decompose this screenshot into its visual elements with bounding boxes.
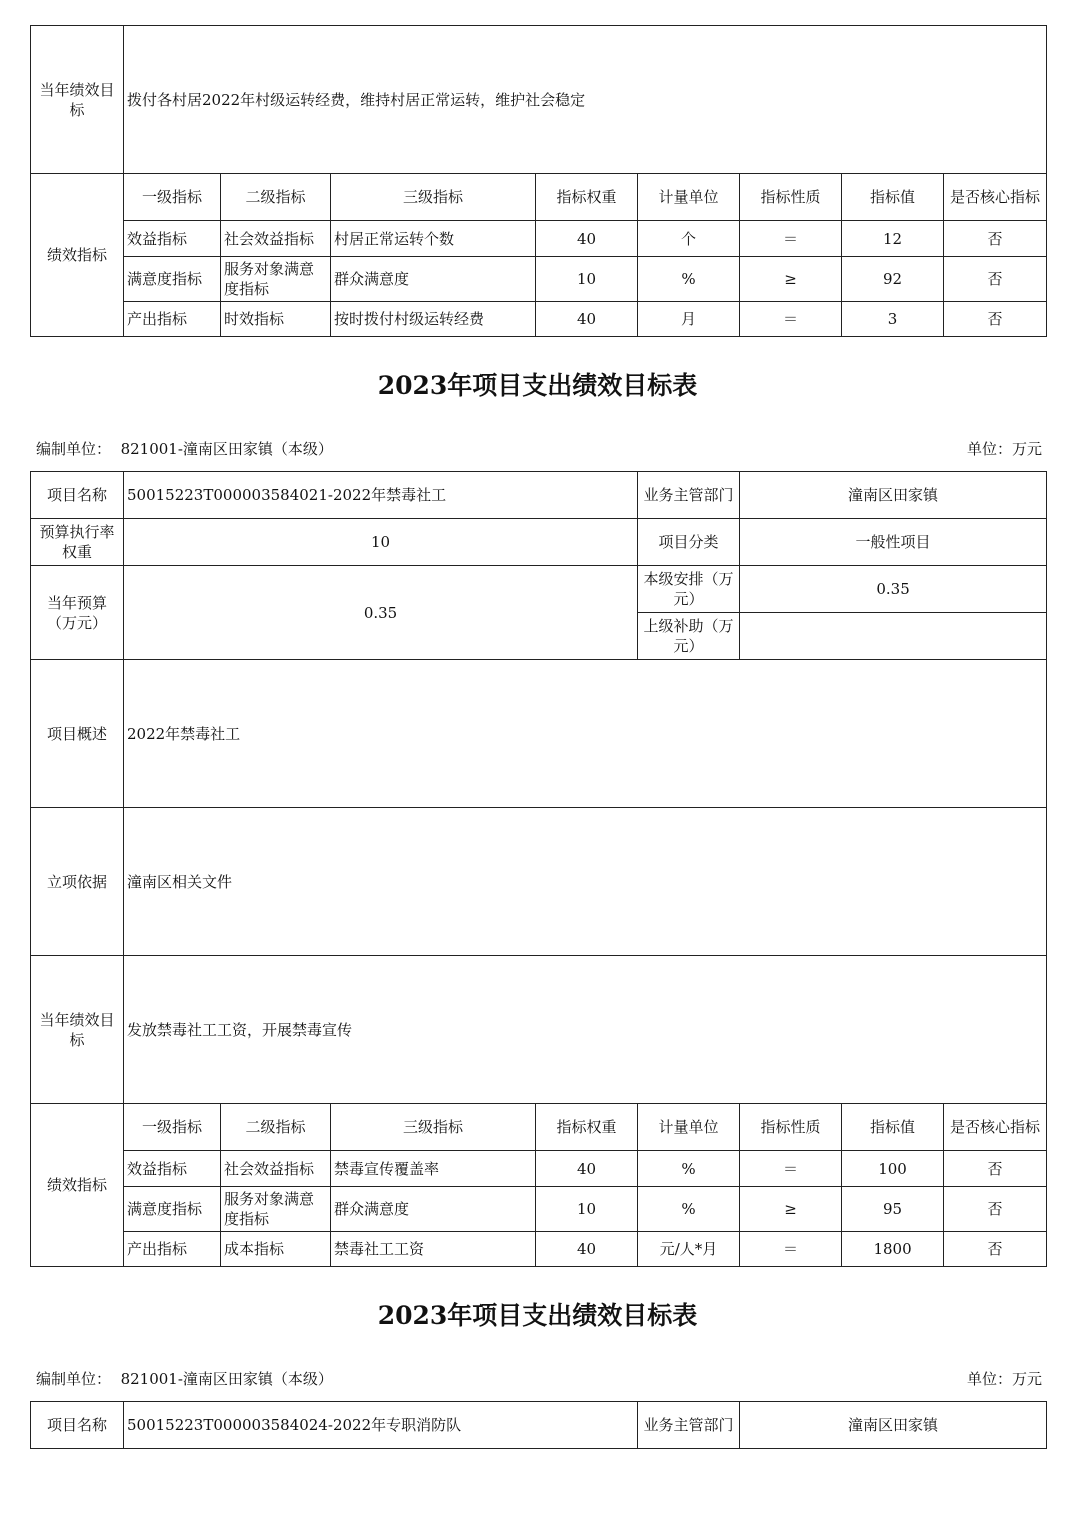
cell-core: 否 [944, 1232, 1047, 1267]
cell-level3: 村居正常运转个数 [331, 221, 536, 257]
annual-goal-label: 当年绩效目标 [31, 26, 124, 174]
cell-unit: % [638, 1151, 740, 1187]
dept-label: 业务主管部门 [638, 1402, 740, 1449]
cell-level3: 禁毒社工工资 [331, 1232, 536, 1267]
exec-weight-value: 10 [124, 519, 638, 566]
header-value: 指标值 [842, 174, 944, 221]
cell-core: 否 [944, 1151, 1047, 1187]
header-weight: 指标权重 [536, 1104, 638, 1151]
cell-value: 1800 [842, 1232, 944, 1267]
cell-level2: 服务对象满意度指标 [221, 257, 331, 302]
cell-level3: 按时拨付村级运转经费 [331, 302, 536, 337]
cell-value: 3 [842, 302, 944, 337]
header-core: 是否核心指标 [944, 1104, 1047, 1151]
upper-subsidy-label: 上级补助（万元） [638, 613, 740, 660]
cell-level3: 群众满意度 [331, 1187, 536, 1232]
table-row [31, 1151, 1047, 1187]
compile-unit-value: 821001-潼南区田家镇（本级） [120, 1370, 333, 1388]
header-level3: 三级指标 [331, 174, 536, 221]
cell-level1: 效益指标 [124, 1151, 221, 1187]
cell-unit: 元/人*月 [638, 1232, 740, 1267]
compile-unit-label: 编制单位： [36, 1370, 112, 1388]
upper-subsidy-value [740, 613, 1047, 660]
header-level1: 一级指标 [124, 1104, 221, 1151]
cell-level3: 群众满意度 [331, 257, 536, 302]
cell-level2: 服务对象满意度指标 [221, 1187, 331, 1232]
compile-unit-label: 编制单位： [36, 440, 112, 458]
exec-weight-label: 预算执行率权重 [31, 519, 124, 566]
cell-level1: 产出指标 [124, 1232, 221, 1267]
cell-value: 12 [842, 221, 944, 257]
header-level2: 二级指标 [221, 174, 331, 221]
cell-unit: 个 [638, 221, 740, 257]
header-level1: 一级指标 [124, 174, 221, 221]
header-value: 指标值 [842, 1104, 944, 1151]
cell-value: 100 [842, 1151, 944, 1187]
header-nature: 指标性质 [740, 174, 842, 221]
table-row [31, 221, 1047, 257]
cell-level2: 社会效益指标 [221, 221, 331, 257]
cell-level2: 时效指标 [221, 302, 331, 337]
cell-weight: 10 [536, 1187, 638, 1232]
header-unit: 计量单位 [638, 174, 740, 221]
cell-nature: ＝ [740, 1232, 842, 1267]
table-row [31, 257, 1047, 302]
header-nature: 指标性质 [740, 1104, 842, 1151]
cell-value: 95 [842, 1187, 944, 1232]
project-name-value: 50015223T000003584021-2022年禁毒社工 [124, 472, 638, 519]
unit-label: 单位：万元 [966, 1370, 1042, 1388]
section3-title: 2023年项目支出绩效目标表 [377, 1301, 698, 1330]
header-level3: 三级指标 [331, 1104, 536, 1151]
local-arrange-label: 本级安排（万元） [638, 566, 740, 613]
project-name-label: 项目名称 [31, 472, 124, 519]
cell-level2: 社会效益指标 [221, 1151, 331, 1187]
perf-indicators-label: 绩效指标 [31, 174, 124, 337]
cell-weight: 40 [536, 221, 638, 257]
category-value: 一般性项目 [740, 519, 1047, 566]
cell-level1: 满意度指标 [124, 1187, 221, 1232]
header-level2: 二级指标 [221, 1104, 331, 1151]
cell-nature: ≥ [740, 257, 842, 302]
overview-value: 2022年禁毒社工 [124, 660, 1047, 808]
perf-indicators-label: 绩效指标 [31, 1104, 124, 1267]
cell-unit: % [638, 257, 740, 302]
cell-level2: 成本指标 [221, 1232, 331, 1267]
category-label: 项目分类 [638, 519, 740, 566]
header-weight: 指标权重 [536, 174, 638, 221]
table-row [31, 1232, 1047, 1267]
top-partial-table [30, 25, 1046, 337]
cell-weight: 40 [536, 302, 638, 337]
project-name-value: 50015223T000003584024-2022年专职消防队 [124, 1402, 638, 1449]
cell-nature: ＝ [740, 221, 842, 257]
cell-core: 否 [944, 257, 1047, 302]
cell-unit: % [638, 1187, 740, 1232]
cell-nature: ≥ [740, 1187, 842, 1232]
cell-level1: 效益指标 [124, 221, 221, 257]
dept-value: 潼南区田家镇 [740, 472, 1047, 519]
overview-label: 项目概述 [31, 660, 124, 808]
cell-nature: ＝ [740, 302, 842, 337]
cell-weight: 40 [536, 1232, 638, 1267]
unit-label: 单位：万元 [966, 440, 1042, 458]
section3-meta [36, 1368, 1042, 1389]
cell-core: 否 [944, 221, 1047, 257]
table-row [31, 302, 1047, 337]
header-unit: 计量单位 [638, 1104, 740, 1151]
section2-table [30, 471, 1046, 1267]
cell-value: 92 [842, 257, 944, 302]
cell-weight: 10 [536, 257, 638, 302]
dept-value: 潼南区田家镇 [740, 1402, 1047, 1449]
section3-table [30, 1401, 1046, 1449]
cell-nature: ＝ [740, 1151, 842, 1187]
basis-label: 立项依据 [31, 808, 124, 956]
annual-budget-label: 当年预算（万元） [31, 566, 124, 660]
cell-core: 否 [944, 1187, 1047, 1232]
section2-meta [36, 438, 1042, 459]
section2-title: 2023年项目支出绩效目标表 [377, 371, 698, 400]
annual-goal-value: 发放禁毒社工工资，开展禁毒宣传 [124, 956, 1047, 1104]
cell-level1: 产出指标 [124, 302, 221, 337]
compile-unit-value: 821001-潼南区田家镇（本级） [120, 440, 333, 458]
annual-goal-value: 拨付各村居2022年村级运转经费，维持村居正常运转，维护社会稳定 [124, 26, 1047, 174]
dept-label: 业务主管部门 [638, 472, 740, 519]
annual-goal-label: 当年绩效目标 [31, 956, 124, 1104]
header-core: 是否核心指标 [944, 174, 1047, 221]
project-name-label: 项目名称 [31, 1402, 124, 1449]
cell-weight: 40 [536, 1151, 638, 1187]
cell-unit: 月 [638, 302, 740, 337]
local-arrange-value: 0.35 [740, 566, 1047, 613]
cell-level3: 禁毒宣传覆盖率 [331, 1151, 536, 1187]
cell-level1: 满意度指标 [124, 257, 221, 302]
annual-budget-value: 0.35 [124, 566, 638, 660]
table-row [31, 1187, 1047, 1232]
basis-value: 潼南区相关文件 [124, 808, 1047, 956]
cell-core: 否 [944, 302, 1047, 337]
